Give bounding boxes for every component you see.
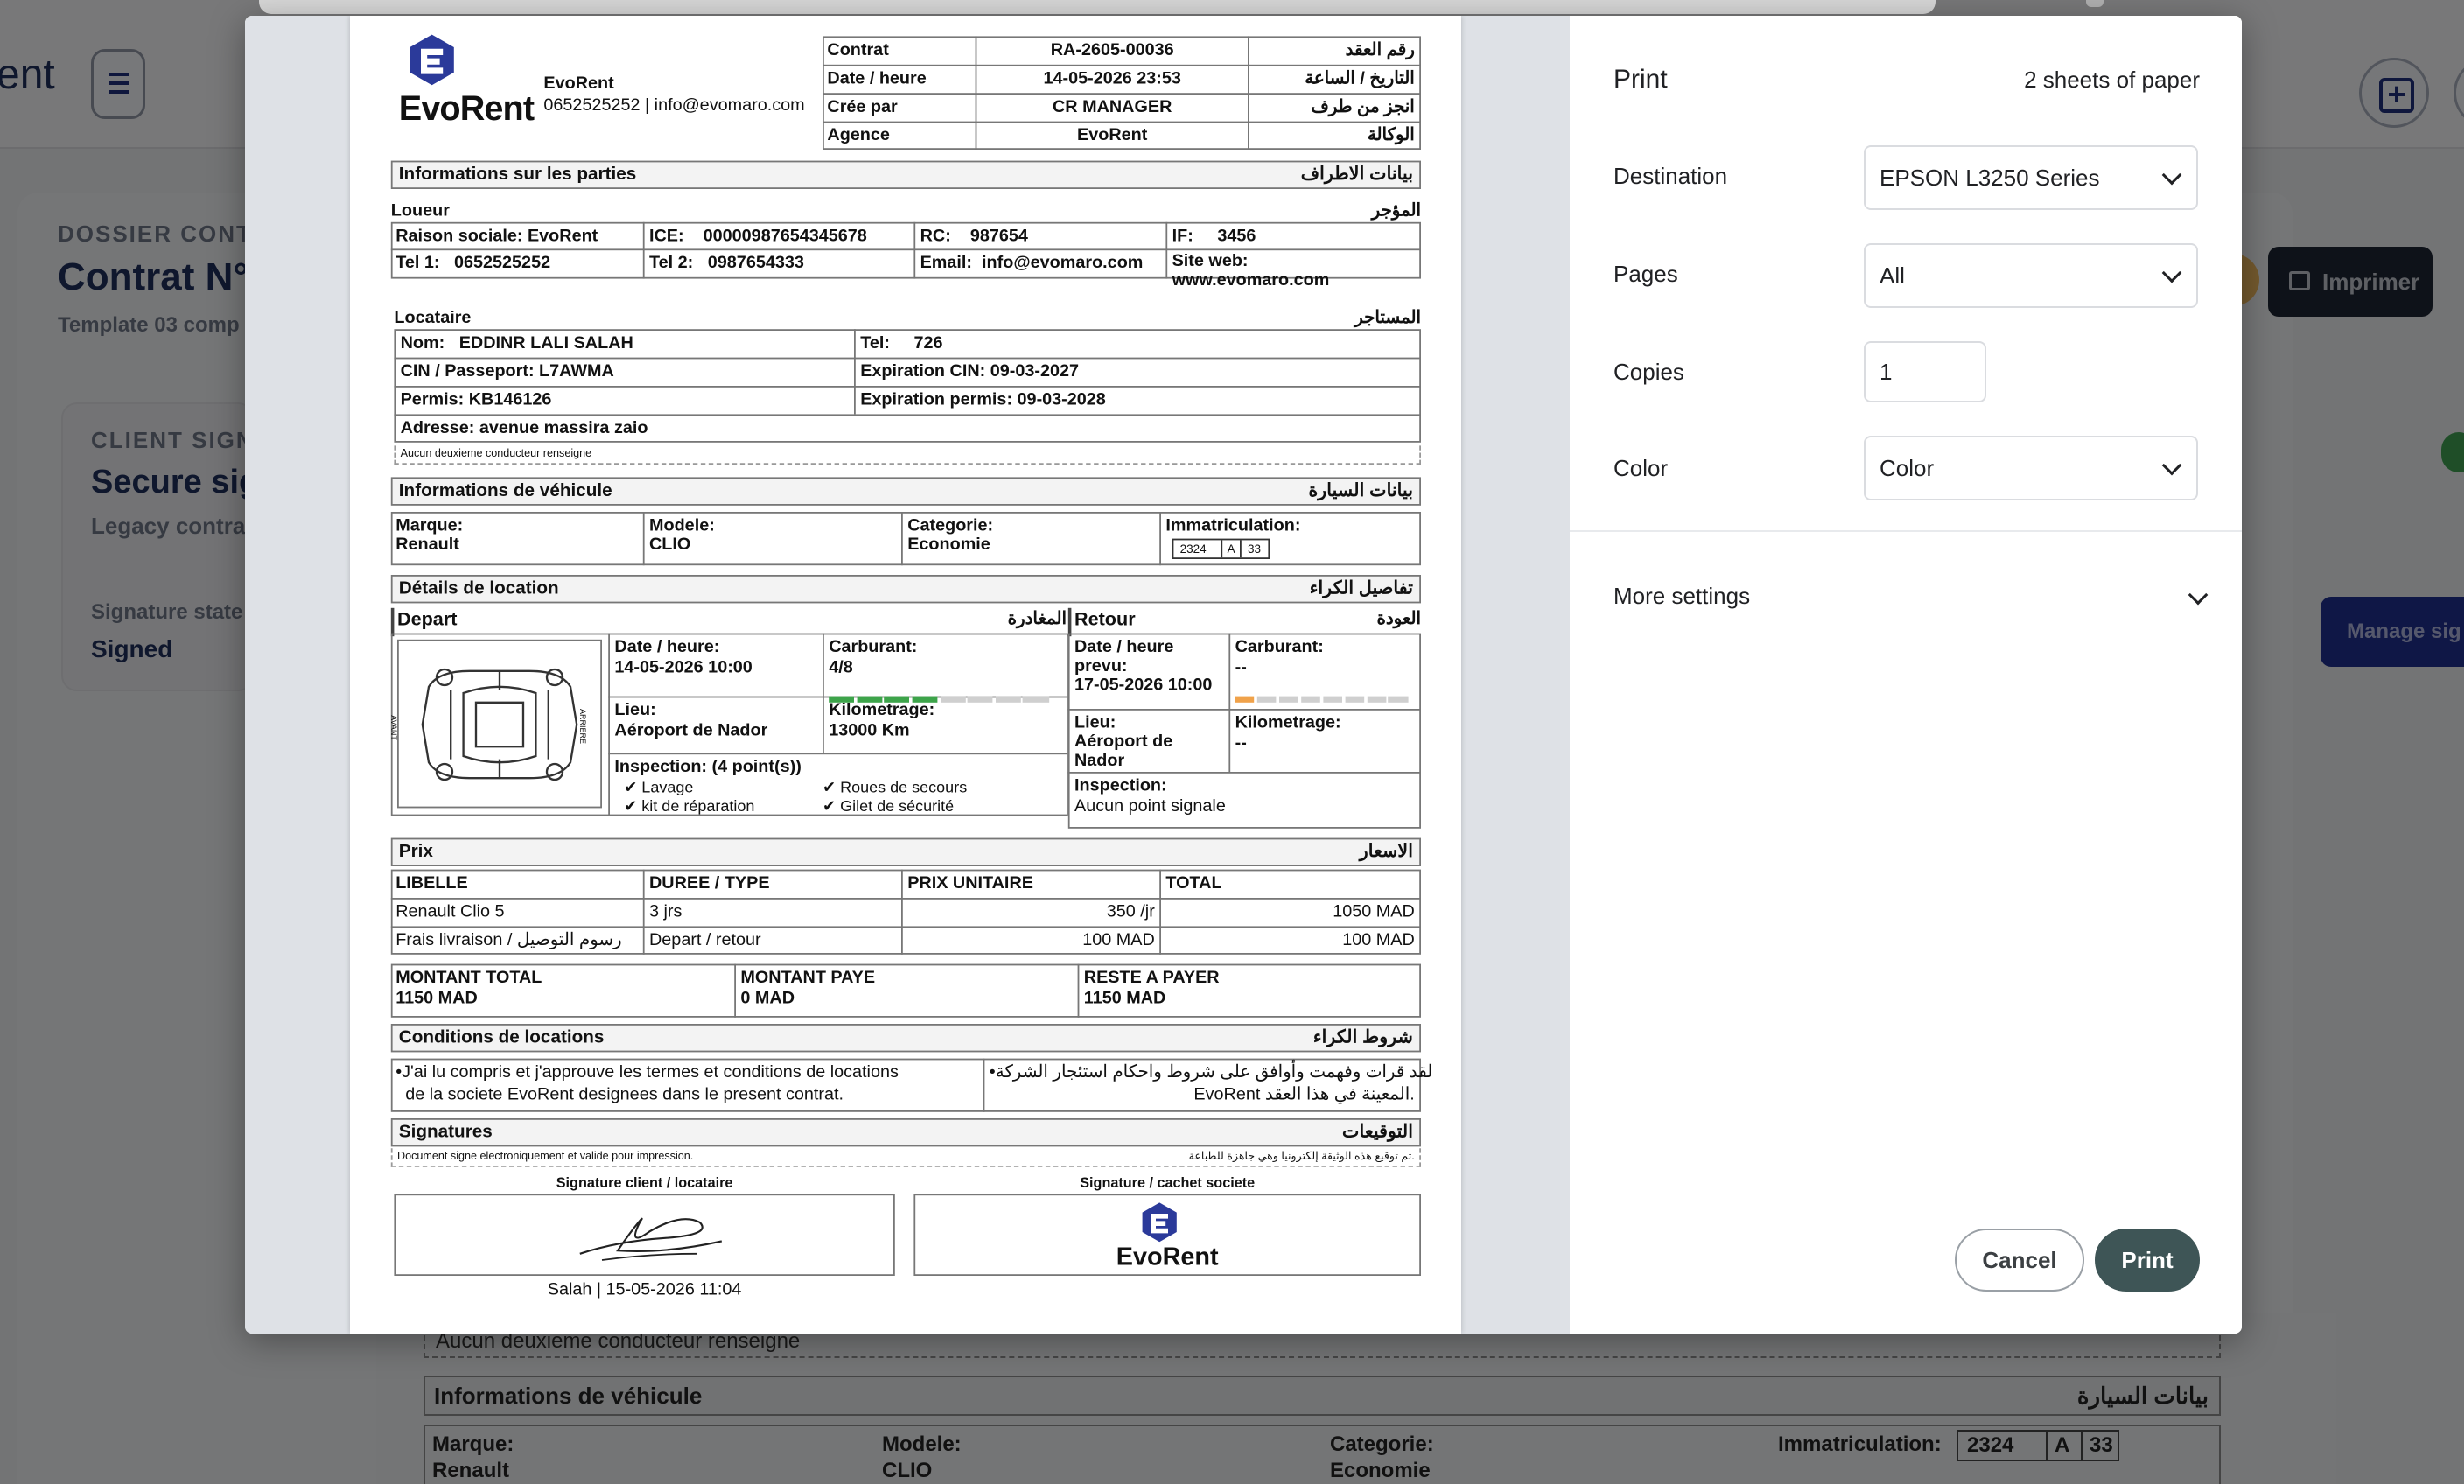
fuel-segment xyxy=(1367,696,1386,703)
prix-col-total: TOTAL xyxy=(1166,874,1222,893)
pages-value: All xyxy=(1880,262,1905,289)
tel: Tel: 726 xyxy=(860,333,943,354)
print-settings-pane xyxy=(1570,16,2242,1334)
fuel-segment xyxy=(1236,696,1255,703)
cin: CIN / Passeport: L7AWMA xyxy=(400,362,614,382)
chevron-down-icon xyxy=(2188,585,2208,606)
hdr-creator-value: CR MANAGER xyxy=(1052,97,1172,117)
prix-row-cell: 100 MAD xyxy=(1082,930,1155,950)
exp-cin: Expiration CIN: 09-03-2027 xyxy=(860,362,1080,382)
scroll-knob[interactable] xyxy=(2086,0,2104,7)
client-signature-image xyxy=(570,1207,728,1266)
destination-label: Destination xyxy=(1614,163,1728,189)
montant-total: MONTANT TOTAL 1150 MAD xyxy=(396,969,542,1008)
color-label: Color xyxy=(1614,455,1669,481)
hdr-date-value: 14-05-2026 23:53 xyxy=(1043,69,1181,88)
hdr-contrat-value: RA-2605-00036 xyxy=(1050,40,1174,60)
company-name: EvoRent xyxy=(543,74,614,94)
dep-lieu: Lieu: Aéroport de Nador xyxy=(614,701,768,740)
depart-ar: المغادرة xyxy=(1007,609,1067,629)
prix-row-cell: 350 /jr xyxy=(1106,902,1155,921)
nom: Nom: EDDINR LALI SALAH xyxy=(400,333,634,354)
signature-note: Document signe electroniquement et valide pour impression. تم توقيع هذه الوثيقة إلكترونيا وهي جاهزة للطباعة. xyxy=(391,1148,1421,1167)
prix-section-header: Prix الاسعار xyxy=(391,838,1421,866)
exp-permis: Expiration permis: 09-03-2028 xyxy=(860,390,1106,410)
company-contact: 0652525252 | info@evomaro.com xyxy=(543,95,805,116)
chevron-down-icon xyxy=(2162,263,2182,284)
second-driver-note: Aucun deuxieme conducteur renseigne xyxy=(394,445,1421,465)
preview-page xyxy=(350,16,1461,1334)
prix-row-cell: 1050 MAD xyxy=(1333,902,1415,921)
conditions-fr: •J'ai lu compris et j'approuve les termes et conditions de locations de la societe EvoRent designees dans le present contrat. xyxy=(396,1063,899,1104)
if: IF: 3456 xyxy=(1172,227,1256,246)
adresse: Adresse: avenue massira zaio xyxy=(400,418,648,438)
signatures-section-header: Signatures التوقيعات xyxy=(391,1118,1421,1146)
hdr-contrat-ar: رقم العقد xyxy=(1345,40,1415,60)
top-scrollbar[interactable] xyxy=(259,0,1936,14)
inspection-label: Inspection: (4 point(s)) xyxy=(614,757,802,777)
chevron-down-icon xyxy=(2162,456,2182,476)
logo-wordmark: EvoRent xyxy=(398,88,535,128)
chevron-down-icon xyxy=(2162,165,2182,186)
prix-col-duree: DUREE / TYPE xyxy=(649,874,770,893)
car-avant-label: AVANT xyxy=(388,715,397,740)
print-dialog xyxy=(245,16,2242,1334)
ret-fuel-gauge xyxy=(1236,682,1415,688)
prix-row-cell: Frais livraison / رسوم التوصيل xyxy=(396,930,622,950)
license-plate: 2324 A 33 xyxy=(1172,539,1270,559)
hdr-date-label: Date / heure xyxy=(827,69,927,88)
rc: RC: 987654 xyxy=(920,227,1028,246)
dep-fuel: Carburant: 4/8 xyxy=(829,638,918,677)
ret-fuel: Carburant: -- xyxy=(1235,638,1324,677)
conditions-ar: •لقد قرات وفهمت وأوافق على شروط واحكام استئجار الشركة EvoRent المعينة في هذا العقد. xyxy=(989,1063,1433,1104)
tel2: Tel 2: 0987654333 xyxy=(649,253,804,273)
print-title: Print xyxy=(1614,65,1668,94)
vehicle-categorie: Categorie: Economie xyxy=(907,516,994,555)
prix-row-cell: Depart / retour xyxy=(649,930,761,950)
fuel-segment xyxy=(968,696,993,703)
permis: Permis: KB146126 xyxy=(400,390,552,410)
locataire-ar: المستاجر xyxy=(1354,308,1421,328)
location-section-header: Détails de location تفاصيل الكراء xyxy=(391,575,1421,603)
print-preview-pane xyxy=(245,16,1570,1334)
fuel-segment xyxy=(996,696,1021,703)
hdr-agence-value: EvoRent xyxy=(1077,126,1148,145)
inspection-item: ✔ kit de réparation xyxy=(624,798,755,816)
prix-row-cell: 100 MAD xyxy=(1342,930,1415,950)
fuel-segment xyxy=(940,696,965,703)
ice: ICE: 00000987654345678 xyxy=(649,227,867,246)
raison-sociale: Raison sociale: EvoRent xyxy=(396,227,598,246)
settings-divider xyxy=(1570,530,2242,532)
company-stamp-logo-icon xyxy=(1138,1200,1181,1244)
locataire-label: Locataire xyxy=(394,308,472,328)
retour-ar: العودة xyxy=(1376,609,1421,629)
fuel-segment xyxy=(1345,696,1364,703)
car-diagram-icon xyxy=(407,662,592,788)
hdr-creator-ar: انجز من طرف xyxy=(1311,97,1415,117)
fuel-segment xyxy=(1279,696,1298,703)
vehicle-immat-label: Immatriculation: xyxy=(1166,516,1301,536)
print-submit-button[interactable]: Print xyxy=(2095,1228,2200,1292)
email: Email: info@evomaro.com xyxy=(920,253,1144,273)
reste-a-payer: RESTE A PAYER 1150 MAD xyxy=(1083,969,1220,1008)
prix-row-cell: 3 jrs xyxy=(649,902,682,921)
totals-table xyxy=(391,964,1421,1018)
color-select[interactable] xyxy=(1864,436,2198,500)
dep-fuel-gauge xyxy=(829,682,1061,688)
dep-date: Date / heure: 14-05-2026 10:00 xyxy=(614,638,752,677)
color-value: Color xyxy=(1880,455,1935,481)
sheet-count: 2 sheets of paper xyxy=(2024,66,2200,93)
fuel-segment xyxy=(1389,696,1408,703)
site-web: Site web: www.evomaro.com xyxy=(1172,252,1330,290)
ret-inspection: Inspection: Aucun point signale xyxy=(1074,776,1226,816)
copies-label: Copies xyxy=(1614,359,1684,385)
more-settings-label: More settings xyxy=(1614,583,1751,609)
hdr-date-ar: التاريخ / الساعة xyxy=(1305,69,1415,88)
parties-section-header: Informations sur les parties بيانات الاطراف xyxy=(391,161,1421,189)
client-signature-label: Signature client / locataire xyxy=(556,1174,733,1191)
client-signature-caption: Salah | 15-05-2026 11:04 xyxy=(547,1280,742,1299)
dep-km: Kilometrage: 13000 Km xyxy=(829,701,935,740)
loueur-ar: المؤجر xyxy=(1371,201,1421,220)
loueur-label: Loueur xyxy=(390,201,450,220)
evorent-logo-icon xyxy=(403,32,460,88)
vehicle-marque: Marque: Renault xyxy=(396,516,464,555)
tel1: Tel 1: 0652525252 xyxy=(396,253,551,273)
pages-select[interactable] xyxy=(1864,243,2198,308)
retour-label: Retour xyxy=(1074,607,1136,630)
car-arriere-label: ARRIERE xyxy=(577,709,586,745)
prix-col-unitaire: PRIX UNITAIRE xyxy=(907,874,1033,893)
prix-row-cell: Renault Clio 5 xyxy=(396,902,505,921)
hdr-creator-label: Crée par xyxy=(827,97,898,117)
vehicle-modele: Modele: CLIO xyxy=(649,516,715,555)
hdr-agence-ar: الوكالة xyxy=(1367,126,1415,145)
ret-km: Kilometrage: -- xyxy=(1235,713,1341,753)
hdr-agence-label: Agence xyxy=(827,126,890,145)
fuel-segment xyxy=(1257,696,1277,703)
ret-date: Date / heure prevu: 17-05-2026 10:00 xyxy=(1074,638,1213,695)
montant-paye: MONTANT PAYE 0 MAD xyxy=(740,969,876,1008)
vehicle-section-header: Informations de véhicule بيانات السيارة xyxy=(391,477,1421,505)
prix-col-libelle: LIBELLE xyxy=(396,874,468,893)
copies-input[interactable]: 1 xyxy=(1864,341,1986,402)
hdr-contrat-label: Contrat xyxy=(827,40,889,60)
company-signature-label: Signature / cachet societe xyxy=(1080,1174,1256,1191)
fuel-segment xyxy=(1023,696,1048,703)
inspection-item: ✔ Gilet de sécurité xyxy=(822,798,955,816)
more-settings-toggle[interactable] xyxy=(1614,583,2208,626)
company-stamp-name: EvoRent xyxy=(1116,1244,1219,1271)
inspection-item: ✔ Lavage xyxy=(624,780,694,797)
pages-label: Pages xyxy=(1614,261,1678,287)
destination-select[interactable] xyxy=(1864,145,2198,210)
fuel-segment xyxy=(1323,696,1342,703)
conditions-section-header: Conditions de locations شروط الكراء xyxy=(391,1024,1421,1052)
cancel-button[interactable]: Cancel xyxy=(1955,1228,2084,1292)
depart-label: Depart xyxy=(397,607,458,630)
ret-lieu: Lieu: Aéroport de Nador xyxy=(1074,713,1173,771)
inspection-item: ✔ Roues de secours xyxy=(822,780,968,797)
contract-document xyxy=(350,16,1461,1333)
destination-value: EPSON L3250 Series xyxy=(1880,164,2100,191)
fuel-segment xyxy=(1301,696,1320,703)
